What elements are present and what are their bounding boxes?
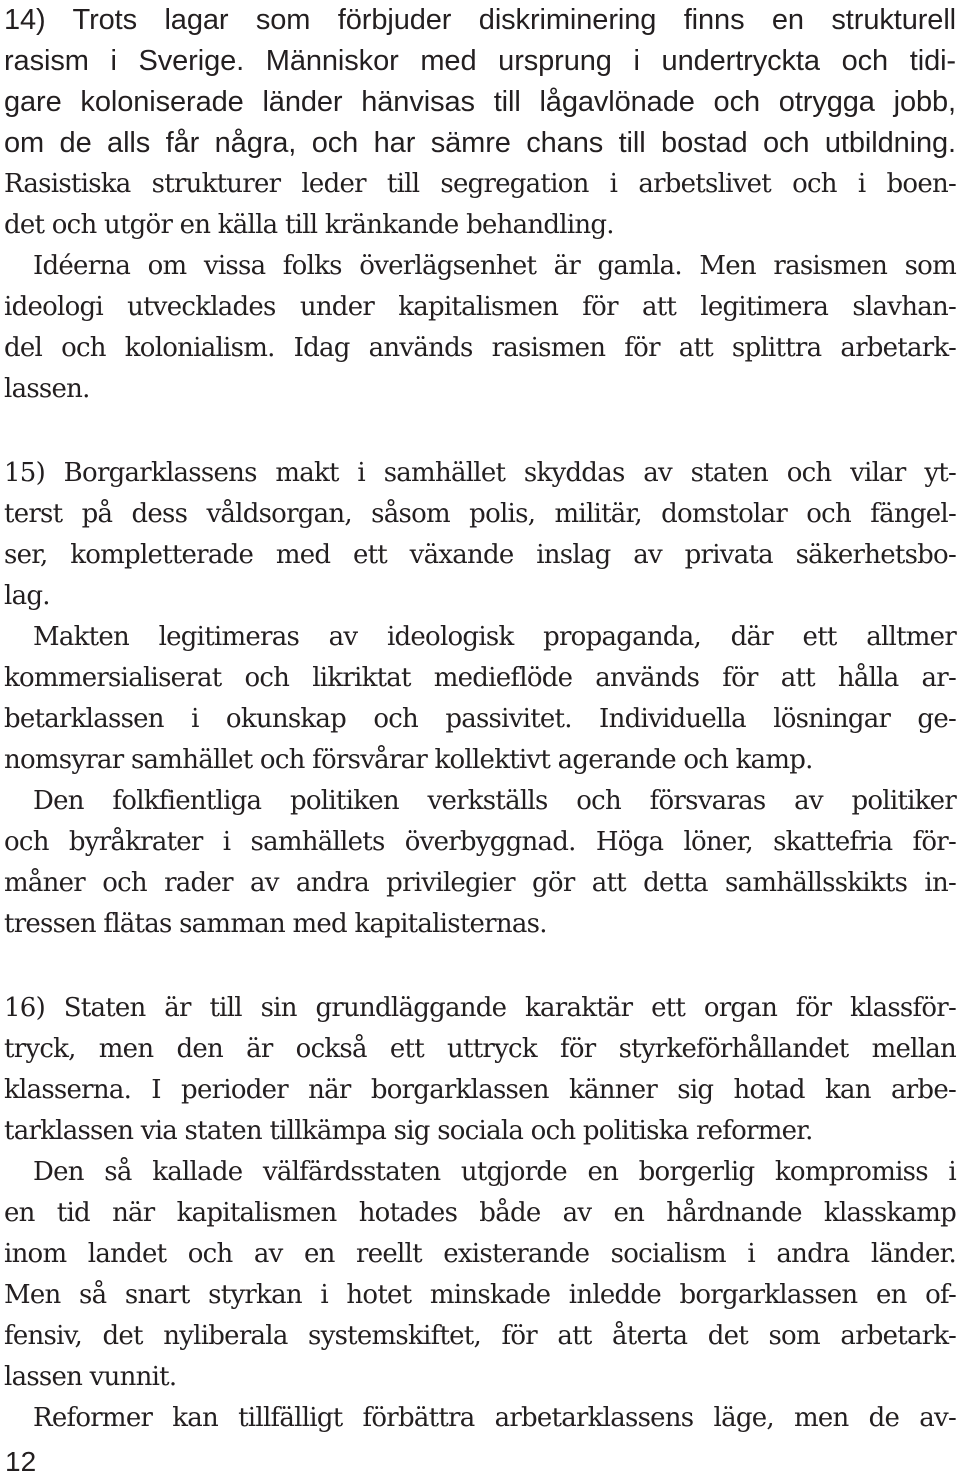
paragraph-14 (4, 0, 956, 164)
text-line: och byråkrater i samhällets överbyggnad. Höga löner, skattefria för- (4, 827, 956, 857)
paragraph-16 (4, 988, 956, 1439)
text-line: betarklassen i okunskap och passivitet. Individuella lösningar ge- (4, 704, 956, 734)
text-line: nomsyrar samhället och försvårar kollektivt agerande och kamp. (4, 745, 813, 775)
text-line: Rasistiska strukturer leder till segregation i arbetslivet och i boen- (4, 169, 956, 199)
text-line: Den folkfientliga politiken verkställs och försvaras av politiker (33, 786, 956, 816)
text-line: ideologi utvecklades under kapitalismen för att legitimera slavhan- (4, 292, 956, 322)
text-line: tressen flätas samman med kapitalisternas. (4, 909, 547, 939)
text-line: fensiv, det nyliberala systemskiftet, för att återta det som arbetark- (4, 1321, 956, 1351)
text-line: Idéerna om vissa folks överlägsenhet är gamla. Men rasismen som (33, 251, 956, 281)
text-line: terst på dess våldsorgan, såsom polis, militär, domstolar och fängel- (4, 499, 956, 529)
text-line: måner och rader av andra privilegier gör att detta samhällsskikts in- (4, 868, 956, 898)
text-line: tarklassen via staten tillkämpa sig sociala och politiska reformer. (4, 1116, 813, 1146)
text-line: Men så snart styrkan i hotet minskade inledde borgarklassen en of- (4, 1280, 956, 1310)
text-line: det och utgör en källa till kränkande behandling. (4, 210, 614, 240)
paragraph-15 (4, 453, 956, 945)
page-number: 12 (5, 1446, 37, 1477)
text-line: Den så kallade välfärdsstaten utgjorde en borgerlig kompromiss i (33, 1157, 956, 1187)
text-line: om de alls får några, och har sämre chans till bostad och utbildning. (4, 127, 956, 159)
text-line: lag. (4, 581, 50, 611)
text-line: lassen vunnit. (4, 1362, 177, 1392)
paragraph-spacer (4, 410, 956, 453)
text-line: gare koloniserade länder hänvisas till lågavlönade och otrygga jobb, (4, 86, 956, 118)
text-line: rasism i Sverige. Människor med ursprung i undertryckta och tidi- (4, 45, 956, 77)
text-line: 14) Trots lagar som förbjuder diskriminering finns en strukturell (4, 4, 956, 36)
text-line: ser, kompletterade med ett växande inslag av privata säkerhetsbo- (4, 540, 956, 570)
text-line: Reformer kan tillfälligt förbättra arbetarklassens läge, men de av- (33, 1403, 956, 1433)
text-line: Makten legitimeras av ideologisk propaganda, där ett alltmer (33, 622, 956, 652)
document-page (4, 0, 956, 1439)
text-line: tryck, men den är också ett uttryck för styrkeförhållandet mellan (4, 1034, 956, 1064)
text-line: 16) Staten är till sin grundläggande karaktär ett organ för klassför- (4, 993, 956, 1023)
text-line: kommersialiserat och likriktat medieflöde används för att hålla ar- (4, 663, 956, 693)
paragraph-14-continued (4, 164, 956, 410)
text-line: en tid när kapitalismen hotades både av en hårdnande klasskamp (4, 1198, 956, 1228)
paragraph-spacer (4, 945, 956, 988)
text-line: del och kolonialism. Idag används rasismen för att splittra arbetark- (4, 333, 956, 363)
text-line: inom landet och av en reellt existerande socialism i andra länder. (4, 1239, 956, 1269)
text-line: 15) Borgarklassens makt i samhället skyddas av staten och vilar yt- (4, 458, 956, 488)
text-line: lassen. (4, 374, 90, 404)
text-line: klasserna. I perioder när borgarklassen känner sig hotad kan arbe- (4, 1075, 956, 1105)
